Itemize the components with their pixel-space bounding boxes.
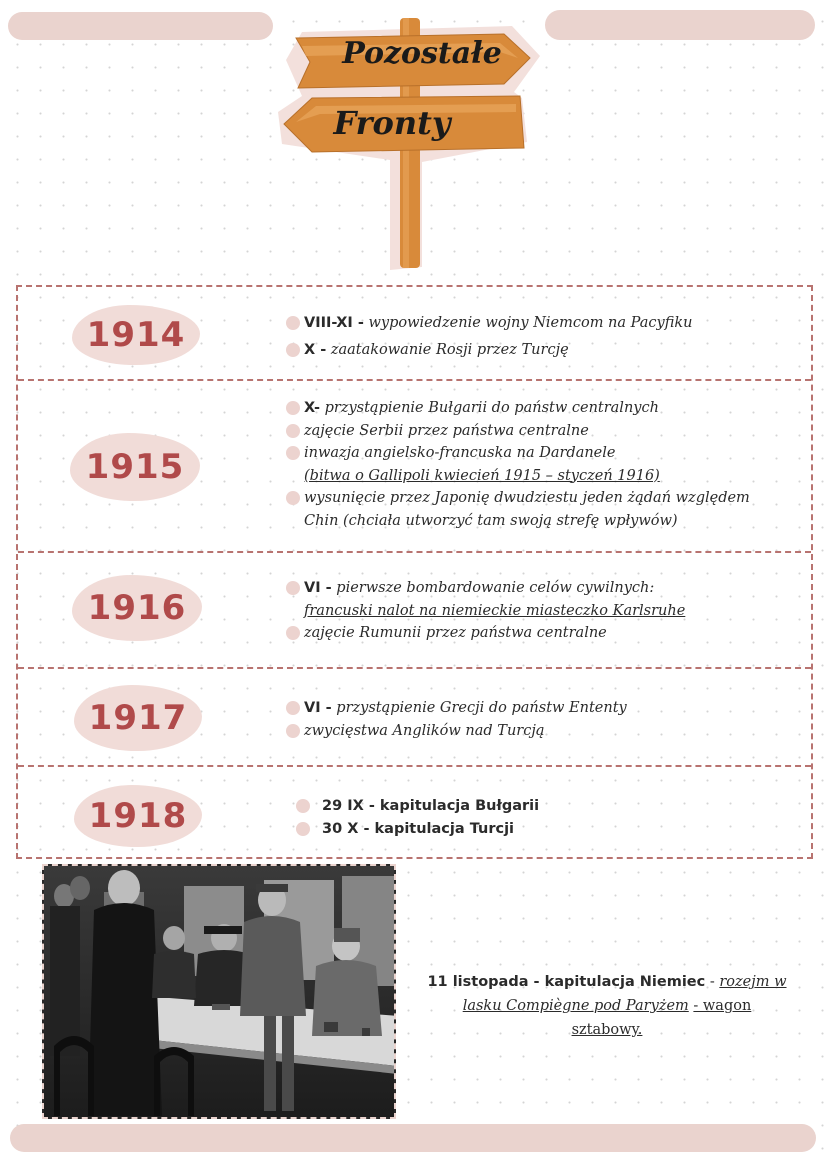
event-item: zajęcie Rumunii przez państwa centralne	[286, 622, 685, 645]
event-item: X- przystąpienie Bułgarii do państw centralnych	[286, 397, 750, 420]
event-item: VI - pierwsze bombardowanie celów cywilnych:	[286, 577, 685, 600]
caption-part-4: sztabowy.	[571, 1022, 643, 1038]
year-label: 1915	[85, 447, 185, 487]
event-item: zajęcie Serbii przez państwa centralne	[286, 420, 750, 443]
signpost-bottom-label: Fronty	[333, 104, 451, 142]
event-item: inwazja angielsko-francuska na Dardanele	[286, 442, 750, 465]
event-item: VI - przystąpienie Grecji do państw Ententy	[286, 697, 627, 720]
bullet-dot	[286, 724, 300, 738]
year-badge	[74, 685, 202, 751]
event-list	[286, 577, 685, 645]
year-label: 1917	[88, 698, 188, 738]
event-list	[286, 697, 627, 742]
timeline-row-1915	[18, 379, 811, 551]
caption-part-1: rozejm w	[719, 974, 787, 990]
event-item: VIII-XI - wypowiedzenie wojny Niemcom na Pacyfiku	[286, 312, 693, 335]
year-label: 1914	[86, 315, 186, 355]
bullet-dot	[286, 446, 300, 460]
event-list	[286, 397, 750, 532]
year-badge	[70, 433, 200, 501]
timeline-row-1918	[18, 765, 811, 857]
timeline-row-1914	[18, 287, 811, 379]
bullet-dot	[286, 424, 300, 438]
top-left-pill	[8, 12, 273, 40]
event-list	[296, 795, 539, 840]
bullet-dot	[286, 626, 300, 640]
caption-bold: 11 listopada - kapitulacja Niemiec	[427, 974, 706, 990]
year-badge	[72, 305, 200, 365]
event-list	[286, 312, 693, 361]
year-label: 1916	[87, 588, 187, 628]
event-item: wysunięcie przez Japonię dwudziestu jeden żądań względem	[286, 487, 750, 510]
bullet-dot	[286, 401, 300, 415]
event-item-continuation: (bitwa o Gallipoli kwiecień 1915 – styczeń 1916)	[304, 467, 660, 484]
year-label: 1918	[88, 796, 188, 836]
bullet-dot	[286, 491, 300, 505]
signpost-header	[272, 12, 552, 274]
bullet-dot	[286, 581, 300, 595]
caption-part-3: - wagon	[693, 998, 752, 1014]
event-item: X - zaatakowanie Rosji przez Turcję	[286, 339, 693, 362]
armistice-photo	[42, 864, 396, 1119]
year-badge	[72, 575, 202, 641]
bullet-dot	[286, 701, 300, 715]
bullet-dot	[296, 799, 310, 813]
signpost-top-label: Pozostałe	[342, 36, 502, 71]
event-item-continuation: francuski nalot na niemieckie miasteczko Karlsruhe	[304, 602, 686, 619]
bullet-dot	[286, 316, 300, 330]
event-item: 29 IX - kapitulacja Bułgarii	[296, 795, 539, 818]
timeline-row-1916	[18, 551, 811, 667]
bullet-dot	[296, 822, 310, 836]
bullet-dot	[286, 343, 300, 357]
year-badge	[74, 785, 202, 847]
top-right-pill	[545, 10, 815, 40]
timeline-row-1917	[18, 667, 811, 765]
timeline-box	[16, 285, 813, 859]
photo-caption: 11 listopada - kapitulacja Niemiec - rozejm w lasku Compiègne pod Paryżem - wagon sztabowy.	[427, 974, 787, 1038]
caption-part-2: lasku Compiègne pod Paryżem	[462, 998, 689, 1014]
bottom-pill	[10, 1124, 816, 1152]
event-item: zwycięstwa Anglików nad Turcją	[286, 720, 627, 743]
event-item-continuation: Chin (chciała utworzyć tam swoją strefę wpływów)	[304, 512, 678, 529]
photo-illustration	[44, 866, 396, 1119]
event-item: 30 X - kapitulacja Turcji	[296, 818, 539, 841]
